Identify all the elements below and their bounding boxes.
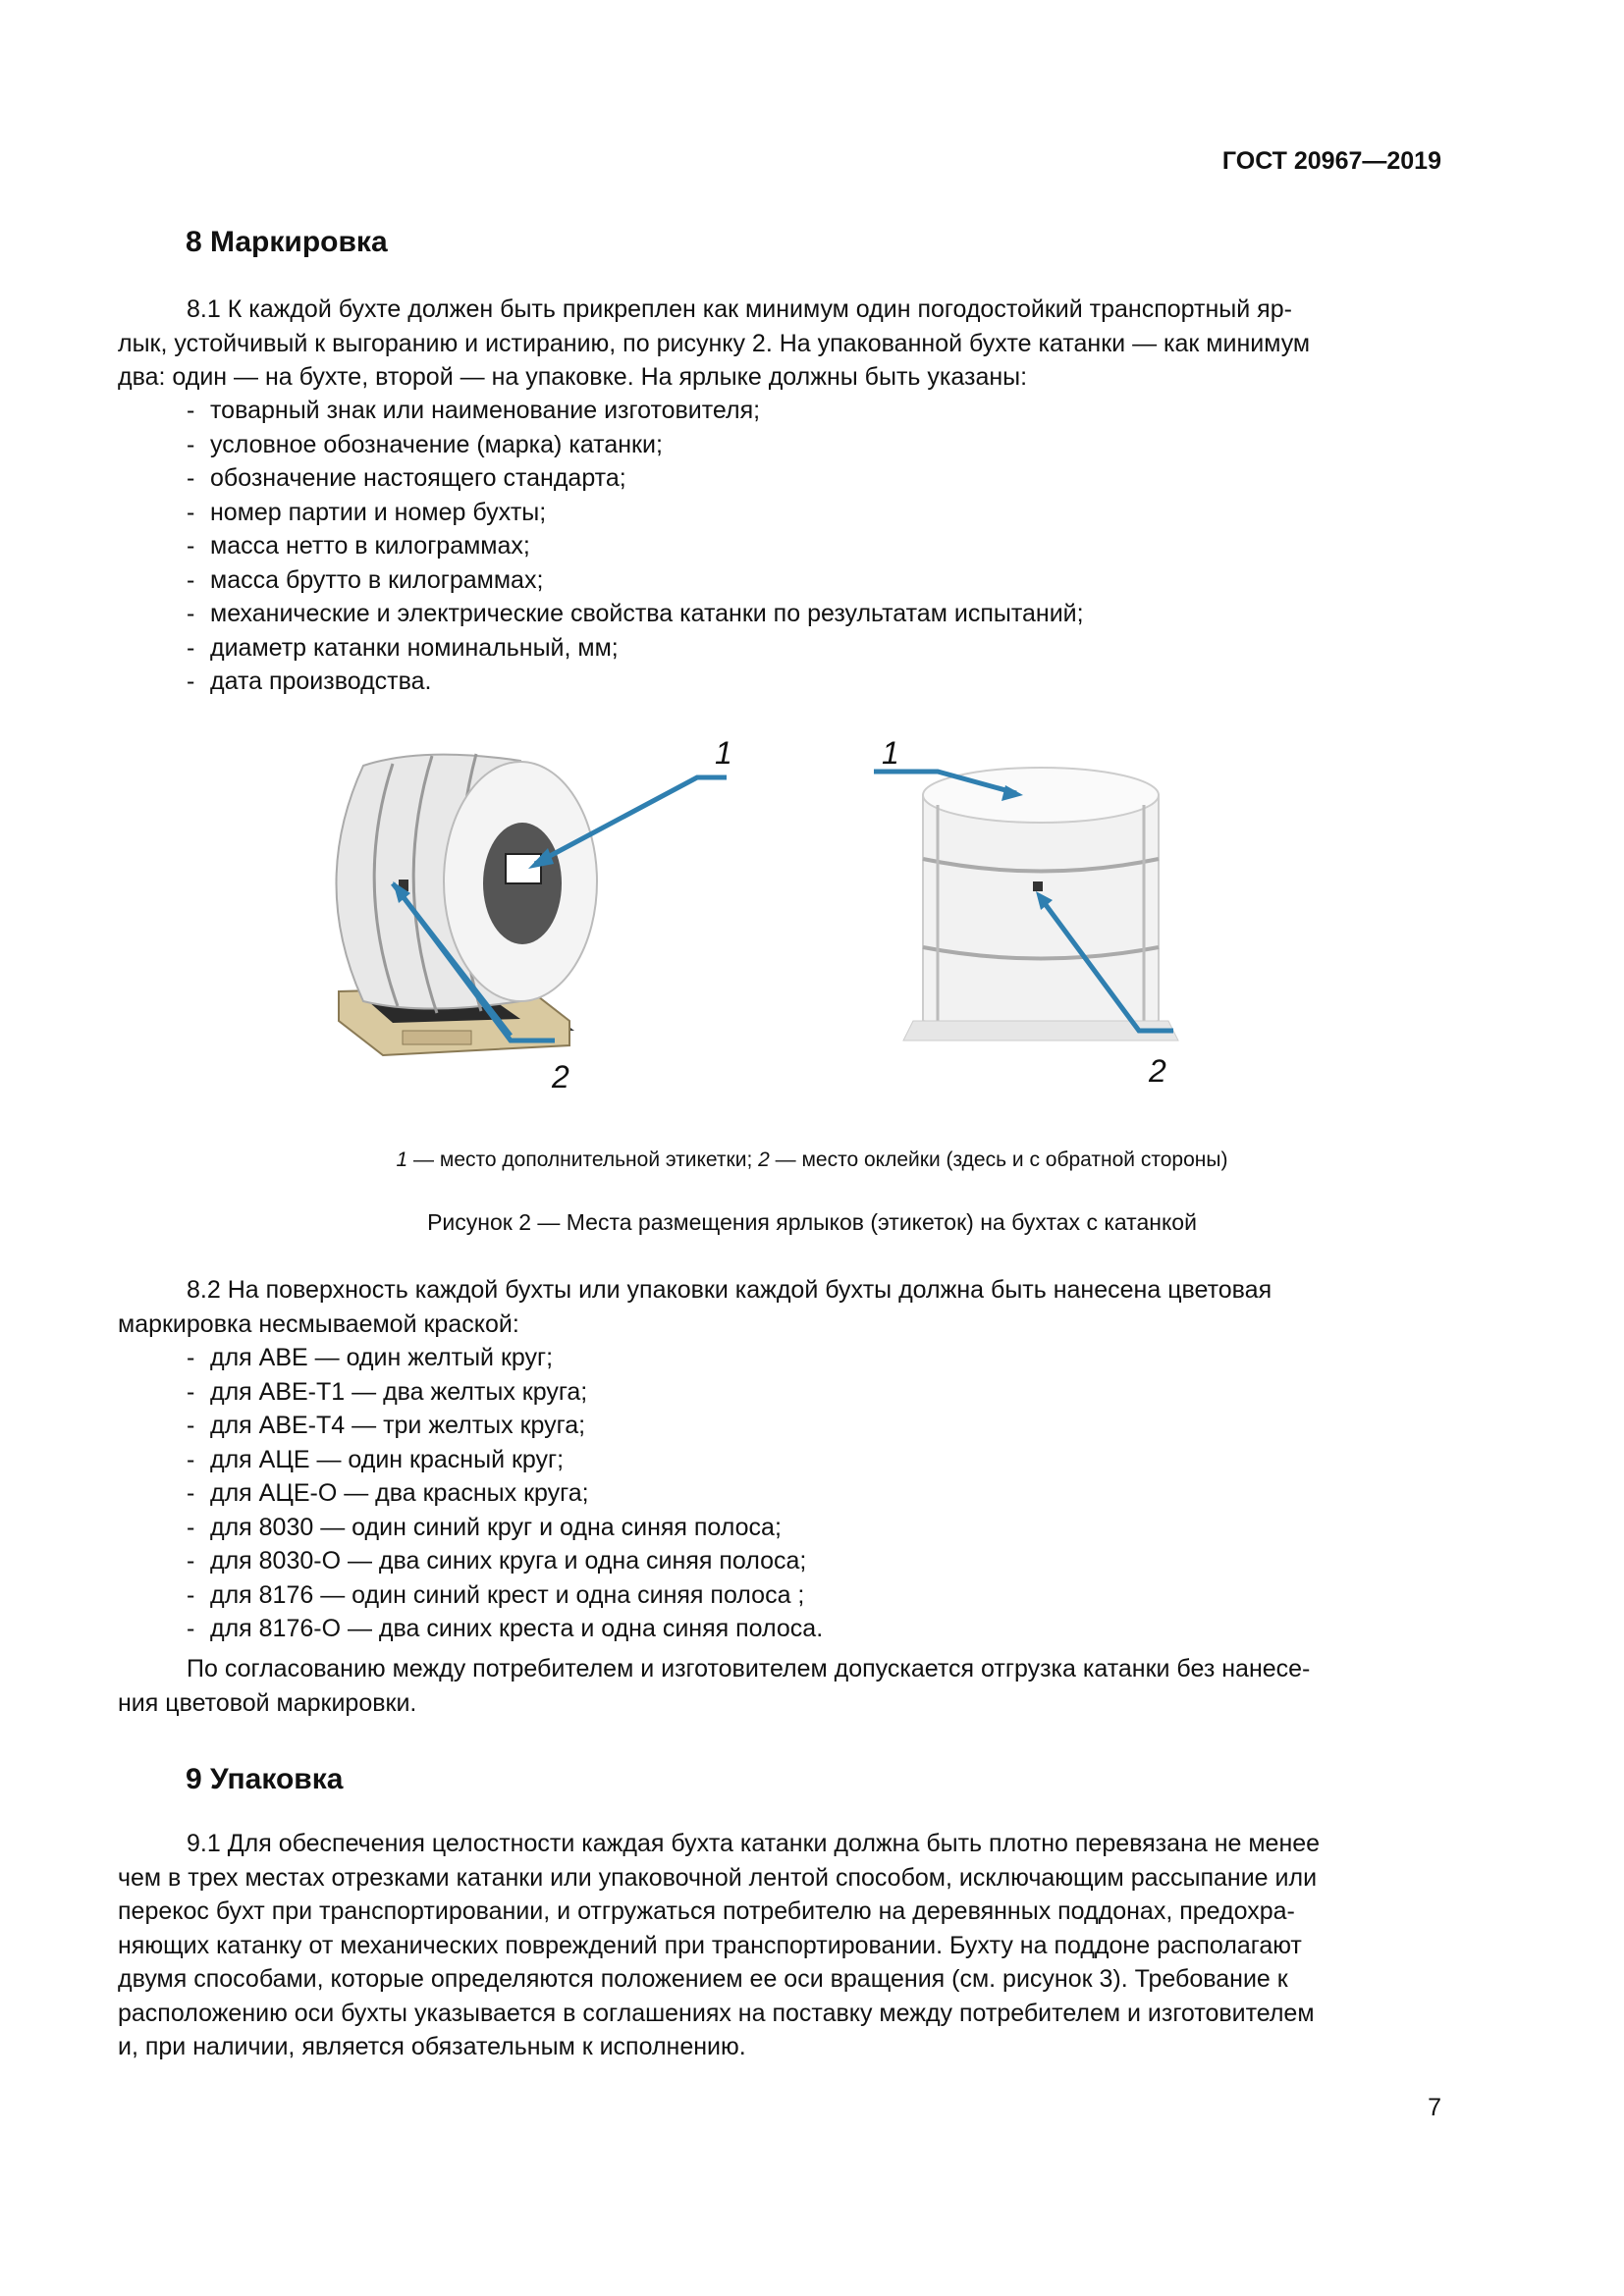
figure-2-illustration [295, 707, 1276, 1129]
standard-header: ГОСТ 20967—2019 [1221, 147, 1441, 175]
list-item: - для АВЕ-Т1 — два желтых круга; [187, 1377, 588, 1406]
agreement-line: По согласованию между потребителем и изготовителем допускается отгрузка катанки без нанесе- [187, 1655, 1311, 1682]
coil-on-pallet [337, 754, 598, 1055]
p81-line: два: один — на бухте, второй — на упаковке. На ярлыке должны быть указаны: [118, 363, 1028, 391]
p91-line: и, при наличии, является обязательным к исполнению. [118, 2033, 746, 2060]
p91-line: 9.1 Для обеспечения целостности каждая бухта катанки должна быть плотно перевязана не менее [187, 1830, 1321, 1857]
label-items-list [187, 394, 1084, 699]
list-item: - товарный знак или наименование изготовителя; [187, 397, 761, 424]
list-item: - для АВЕ-Т4 — три желтых круга; [187, 1412, 586, 1439]
callout-2-left: 2 [552, 1059, 569, 1095]
p82-line: маркировка несмываемой краской: [118, 1309, 519, 1338]
list-item: - для 8176-О — два синих креста и одна синяя полоса. [187, 1615, 824, 1642]
list-item: - условное обозначение (марка) катанки; [187, 430, 663, 458]
callout-1-left: 1 [715, 735, 732, 771]
list-item: - дата производства. [187, 667, 432, 695]
p91-line: перекос бухт при транспортировании, и отгружаться потребителю на деревянных поддонах, предохра- [118, 1897, 1295, 1925]
p81-line: лык, устойчивый к выгоранию и истиранию, по рисунку 2. На упакованной бухте катанки — как минимум [118, 329, 1311, 357]
figure-2-legend: 1 — место дополнительной этикетки; 2 — место оклейки (здесь и с обратной стороны) [396, 1148, 1228, 1171]
section-9-title: 9 Упаковка [186, 1763, 344, 1795]
paragraph-9-1 [118, 1827, 1443, 2064]
paragraph-agreement [118, 1652, 1443, 1720]
list-item: - масса нетто в килограммах; [187, 532, 530, 560]
p91-line: чем в трех местах отрезками катанки или упаковочной лентой способом, исключающим рассыпание или [118, 1863, 1318, 1892]
list-item: - номер партии и номер бухты; [187, 498, 547, 526]
paragraph-8-2 [118, 1273, 1443, 1341]
list-item: - диаметр катанки номинальный, мм; [187, 633, 619, 662]
list-item: - для АЦЕ-О — два красных круга; [187, 1479, 589, 1507]
figure-2-caption: Рисунок 2 — Места размещения ярлыков (этикеток) на бухтах с катанкой [427, 1209, 1197, 1235]
callout-1-right: 1 [882, 735, 899, 771]
list-item: - для 8030-О — два синих круга и одна синяя полоса; [187, 1547, 807, 1575]
list-item: - для 8176 — один синий крест и одна синяя полоса ; [187, 1580, 805, 1609]
p82-line: 8.2 На поверхность каждой бухты или упаковки каждой бухты должна быть нанесена цветовая [187, 1276, 1272, 1304]
section-8-title: 8 Маркировка [186, 226, 388, 258]
p91-line: расположению оси бухты указывается в соглашениях на поставку между потребителем и изготовителем [118, 1999, 1315, 2027]
page-number: 7 [1428, 2094, 1441, 2121]
p81-line: 8.1 К каждой бухте должен быть прикреплен как минимум один погодостойкий транспортный яр- [187, 295, 1292, 323]
list-item: - для АЦЕ — один красный круг; [187, 1445, 565, 1473]
color-marking-list [187, 1341, 823, 1646]
list-item: - обозначение настоящего стандарта; [187, 464, 626, 492]
p91-line: няющих катанку от механических повреждений при транспортировании. Бухту на поддоне располагают [118, 1931, 1302, 1959]
list-item: - механические и электрические свойства катанки по результатам испытаний; [187, 600, 1084, 627]
paragraph-8-1 [118, 293, 1443, 395]
list-item: - для 8030 — один синий круг и одна синяя полоса; [187, 1513, 782, 1541]
callout-2-right: 2 [1149, 1053, 1166, 1089]
list-item: - масса брутто в килограммах; [187, 565, 544, 594]
list-item: - для АВЕ — один желтый круг; [187, 1344, 554, 1371]
agreement-line: ния цветовой маркировки. [118, 1688, 417, 1717]
p91-line: двумя способами, которые определяются положением ее оси вращения (см. рисунок 3). Требование к [118, 1965, 1288, 1993]
